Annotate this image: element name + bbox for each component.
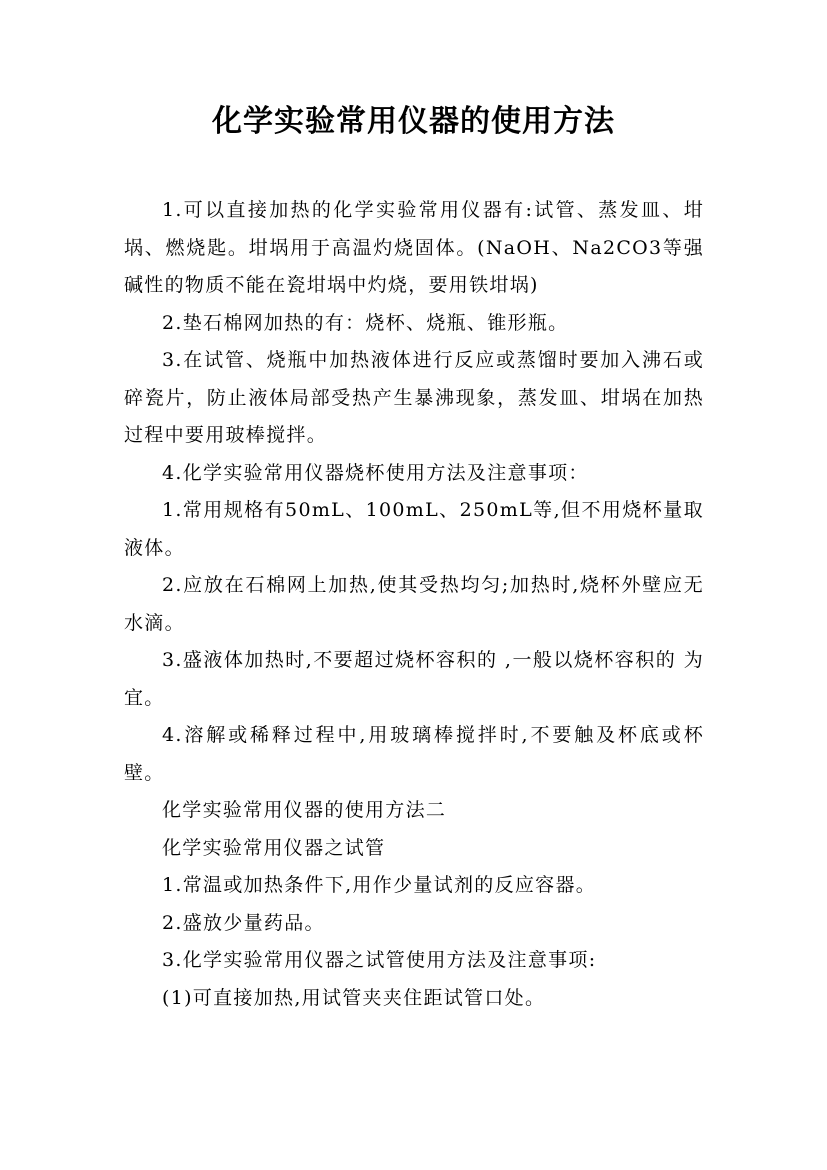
paragraph: 1.常用规格有50mL、100mL、250mL等,但不用烧杯量取液体。: [124, 499, 704, 559]
paragraph: 1.常温或加热条件下,用作少量试剂的反应容器。: [162, 874, 597, 896]
paragraph: 化学实验常用仪器的使用方法二: [162, 799, 447, 821]
document-body: [124, 192, 704, 1017]
paragraph: 2.盛放少量药品。: [162, 911, 325, 934]
paragraph: 1.可以直接加热的化学实验常用仪器有:试管、蒸发皿、坩埚、燃烧匙。坩埚用于高温灼烧固体。(NaOH、Na2CO3等强碱性的物质不能在瓷坩埚中灼烧，要用铁坩埚): [124, 199, 704, 296]
paragraph: 3.化学实验常用仪器之试管使用方法及注意事项:: [162, 949, 597, 971]
paragraph: 2.应放在石棉网上加热,使其受热均匀;加热时,烧杯外壁应无水滴。: [124, 574, 704, 634]
document-title: 化学实验常用仪器的使用方法: [212, 104, 615, 139]
paragraph: 2.垫石棉网加热的有：烧杯、烧瓶、锥形瓶。: [162, 311, 569, 334]
paragraph: 3.盛液体加热时,不要超过烧杯容积的 ,一般以烧杯容积的 为宜。: [124, 649, 704, 709]
paragraph: 4.溶解或稀释过程中,用玻璃棒搅拌时,不要触及杯底或杯壁。: [124, 724, 704, 784]
paragraph: 化学实验常用仪器之试管: [162, 836, 386, 859]
paragraph: 3.在试管、烧瓶中加热液体进行反应或蒸馏时要加入沸石或碎瓷片，防止液体局部受热产生暴沸现象，蒸发皿、坩埚在加热过程中要用玻棒搅拌。: [124, 349, 704, 446]
paragraph: (1)可直接加热,用试管夹夹住距试管口处。: [162, 986, 546, 1009]
paragraph: 4.化学实验常用仪器烧杯使用方法及注意事项：: [162, 461, 589, 484]
